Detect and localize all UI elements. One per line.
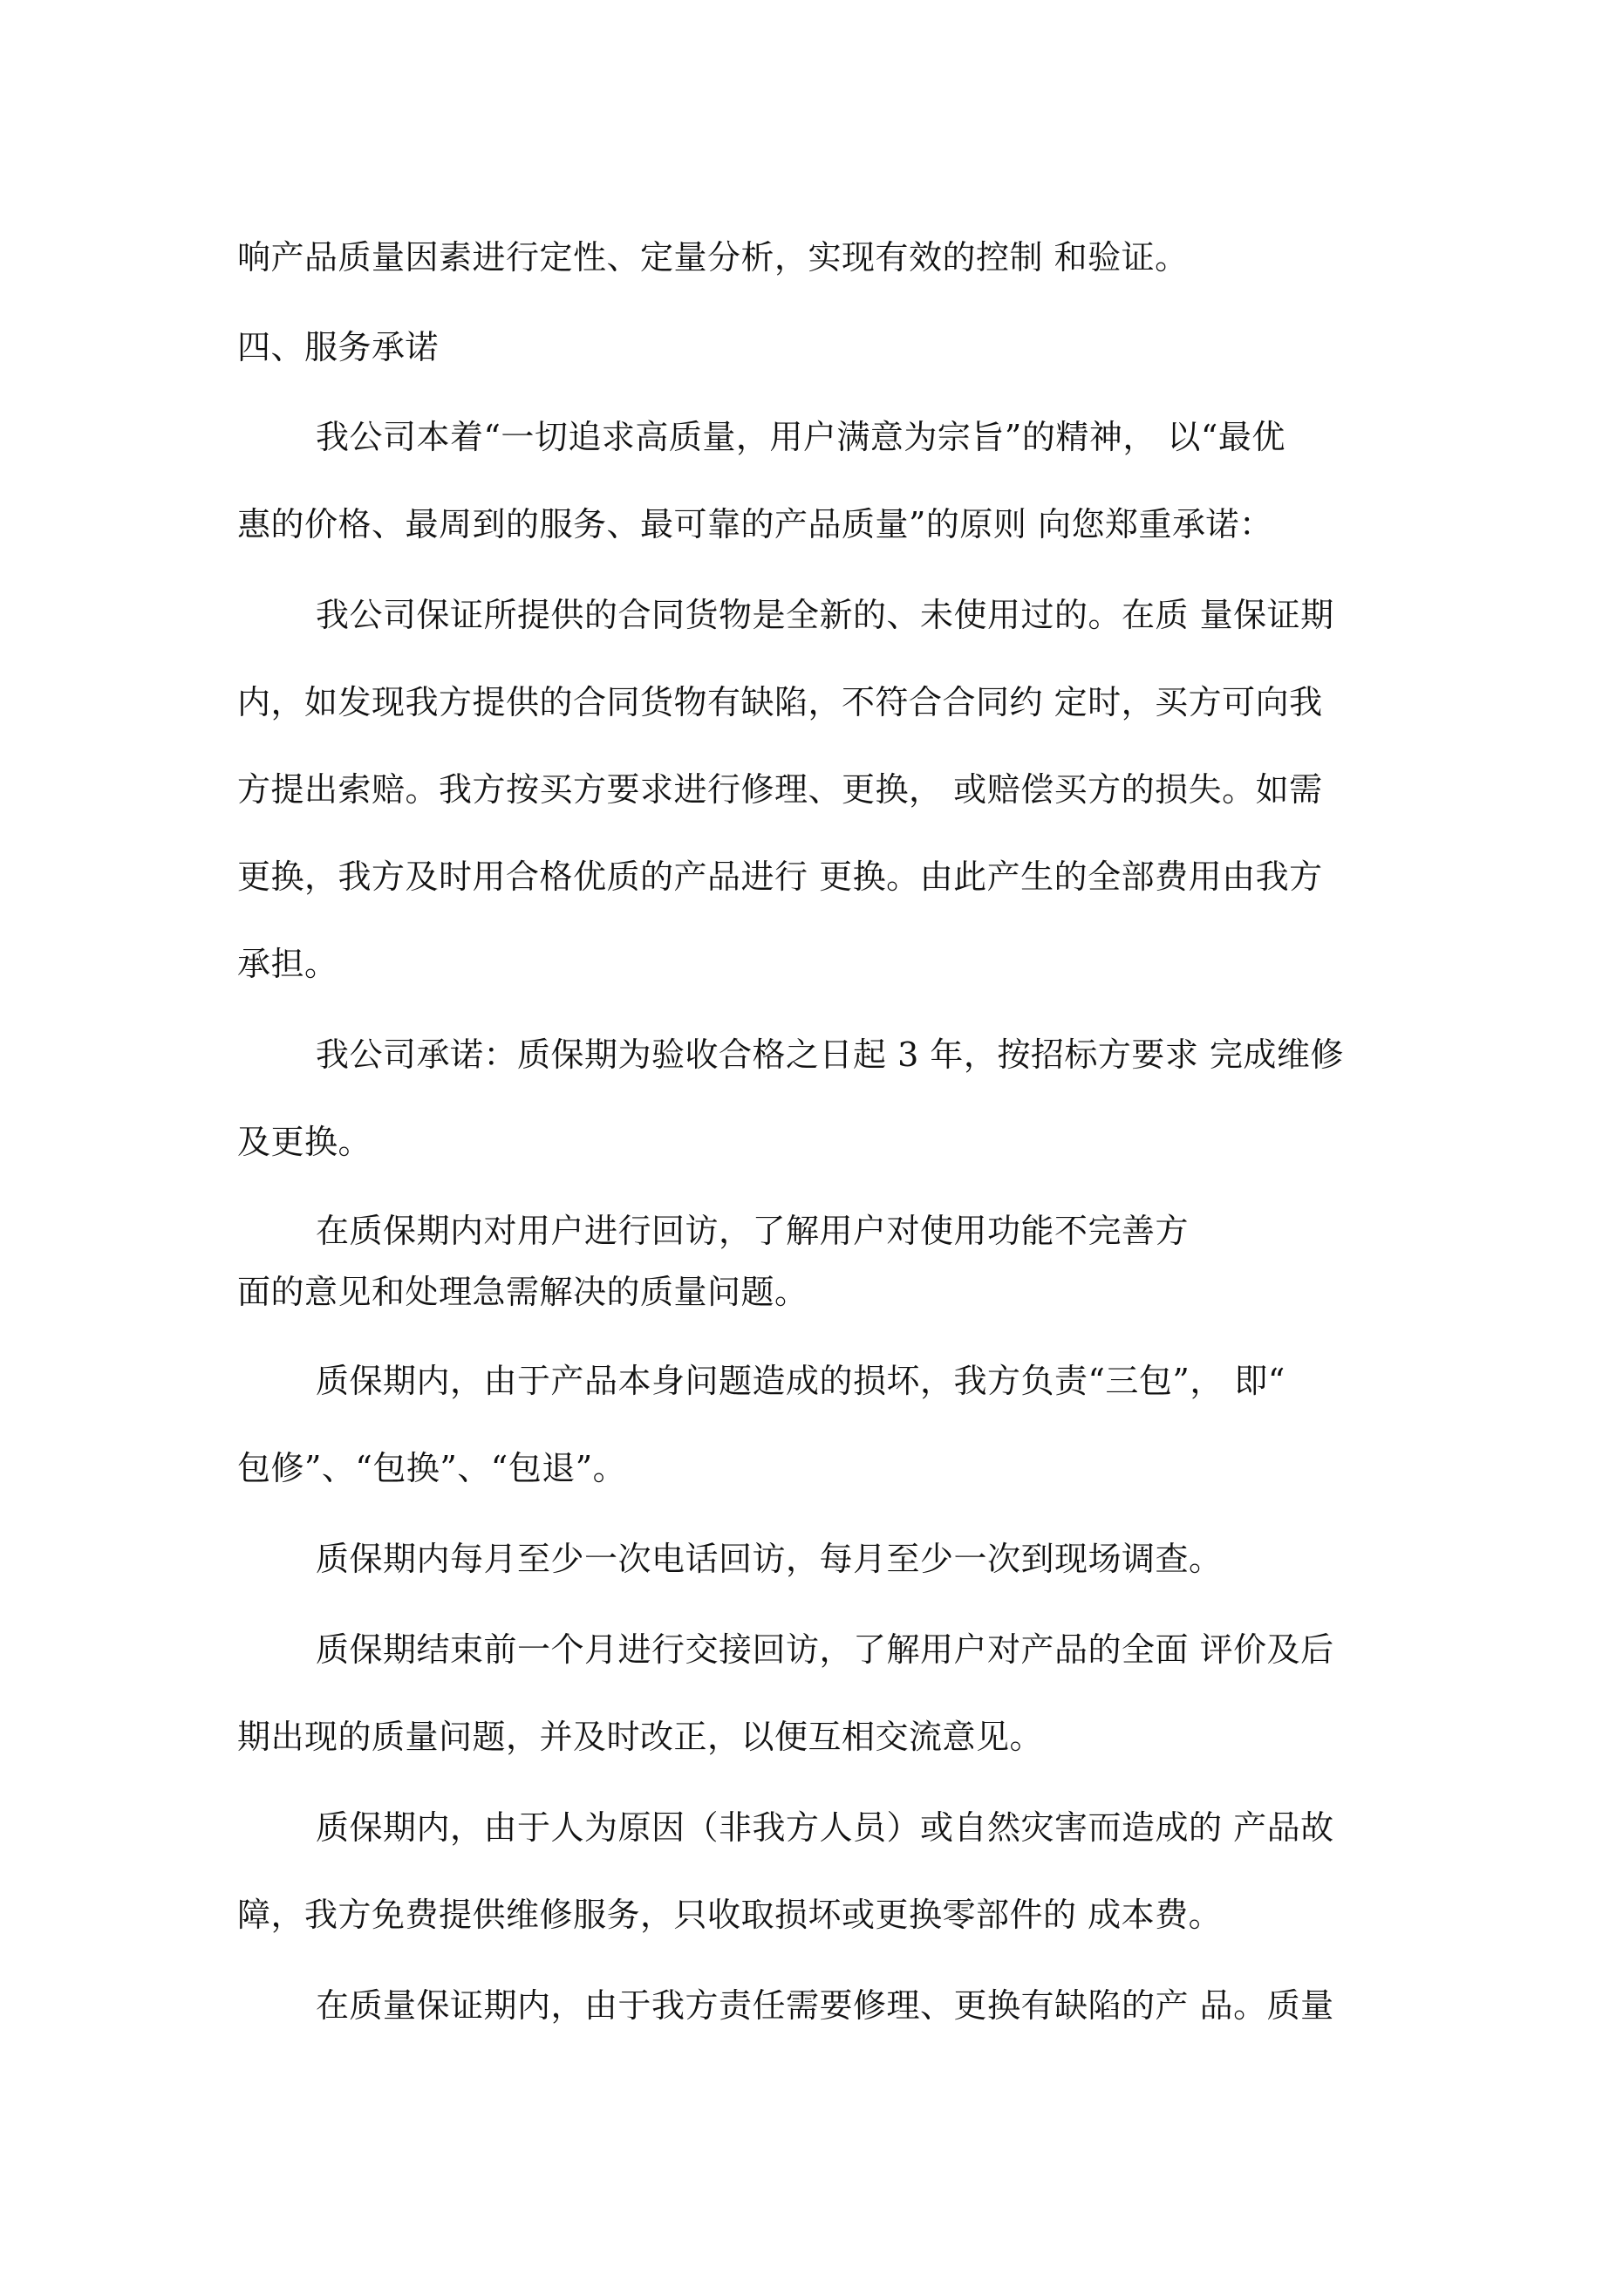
- text-line: 质保期内每月至少一次电话回访，每月至少一次到现场调查。: [316, 1540, 1223, 1578]
- text-line: 在质保期内对用户进行回访，了解用户对使用功能不完善方: [316, 1212, 1190, 1250]
- text-line: 我公司保证所提供的合同货物是全新的、未使用过的。在质 量保证期: [316, 596, 1334, 634]
- text-line: 及更换。: [237, 1123, 372, 1161]
- section-heading: 四、服务承诺: [237, 328, 440, 366]
- text-line: 响产品质量因素进行定性、定量分析，实现有效的控制 和验证。: [237, 238, 1189, 277]
- text-line: 承担。: [237, 945, 338, 983]
- text-line: 期出现的质量问题，并及时改正，以便互相交流意见。: [237, 1718, 1044, 1756]
- text-line: 内，如发现我方提供的合同货物有缺陷，不符合合同约 定时，买方可向我: [237, 683, 1323, 721]
- text-line: 方提出索赔。我方按买方要求进行修理、更换， 或赔偿买方的损失。如需: [237, 770, 1323, 809]
- text-line: 面的意见和处理急需解决的质量问题。: [237, 1273, 808, 1311]
- text-line: 质保期结束前一个月进行交接回访，了解用户对产品的全面 评价及后: [316, 1630, 1334, 1669]
- text-line: 质保期内，由于人为原因（非我方人员）或自然灾害而造成的 产品故: [316, 1808, 1334, 1847]
- text-line: 质保期内，由于产品本身问题造成的损坏，我方负责“三包”， 即“: [316, 1362, 1285, 1400]
- text-line: 障，我方免费提供维修服务，只收取损坏或更换零部件的 成本费。: [237, 1896, 1223, 1934]
- text-line: 更换，我方及时用合格优质的产品进行 更换。由此产生的全部费用由我方: [237, 858, 1323, 896]
- text-line: 我公司本着“一切追求高质量，用户满意为宗旨”的精神， 以“最优: [316, 418, 1285, 456]
- text-line: 包修”、“包换”、“包退”。: [237, 1449, 627, 1487]
- text-line: 我公司承诺：质保期为验收合格之日起 3 年，按招标方要求 完成维修: [316, 1035, 1344, 1074]
- text-line: 惠的价格、最周到的服务、最可靠的产品质量”的原则 向您郑重承诺：: [237, 505, 1273, 543]
- text-line: 在质量保证期内，由于我方责任需要修理、更换有缺陷的产 品。质量: [316, 1986, 1334, 2025]
